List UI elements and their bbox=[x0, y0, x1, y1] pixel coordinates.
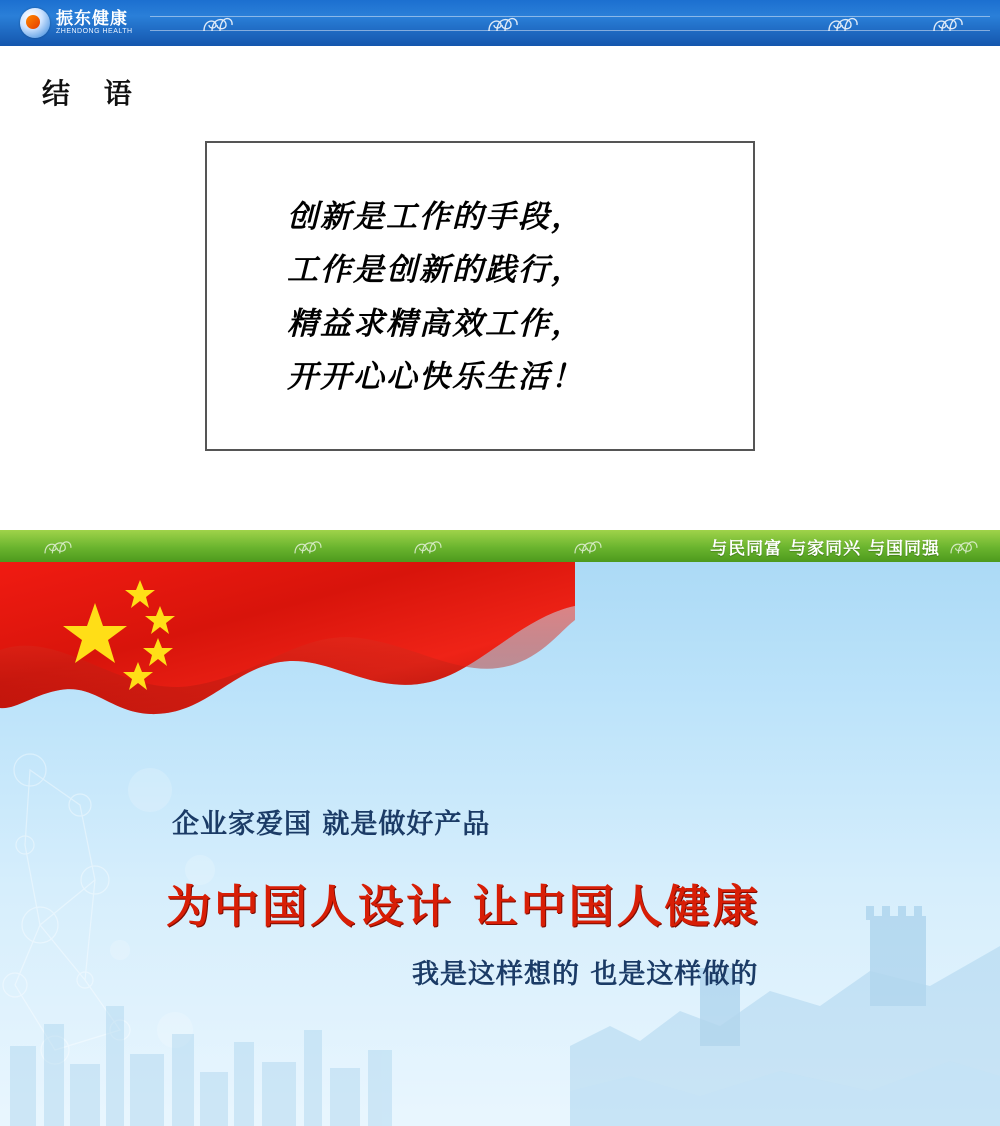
spiral-ornament-icon bbox=[40, 534, 74, 560]
page-title: 结 语 bbox=[42, 77, 144, 110]
spiral-ornament-icon bbox=[200, 10, 234, 36]
spiral-ornament-icon bbox=[825, 10, 859, 36]
quote-line: 创新是工作的手段， bbox=[287, 199, 584, 235]
spiral-ornament-icon bbox=[485, 10, 519, 36]
banner-slogan: 与民同富 与家同兴 与国同强 bbox=[710, 539, 940, 559]
closing-line-main: 为中国人设计 让中国人健康 bbox=[166, 880, 761, 933]
slide-header-banner bbox=[0, 0, 1000, 46]
closing-line-top: 企业家爱国 就是做好产品 bbox=[172, 809, 491, 840]
spiral-ornament-icon bbox=[410, 534, 444, 560]
banner-divider-line bbox=[150, 16, 990, 17]
quote-line: 精益求精高效工作， bbox=[287, 305, 584, 342]
spiral-ornament-icon bbox=[570, 534, 604, 560]
logo-wordmark bbox=[56, 10, 133, 35]
quote-box bbox=[205, 141, 755, 451]
spiral-ornament-icon bbox=[930, 10, 964, 36]
brand-logo bbox=[20, 4, 150, 42]
logo-name-cn: 振东健康 bbox=[56, 9, 128, 29]
closing-line-bottom: 我是这样想的 也是这样做的 bbox=[412, 959, 759, 990]
logo-name-en: ZHENDONG HEALTH bbox=[56, 28, 133, 36]
quote-lines bbox=[207, 191, 753, 404]
closing-text-block bbox=[0, 530, 1000, 1126]
slide-closing bbox=[0, 530, 1000, 1126]
quote-line: 工作是创新的践行， bbox=[287, 252, 584, 289]
quote-line: 开开心心快乐生活！ bbox=[287, 358, 584, 395]
logo-swirl-icon bbox=[20, 8, 50, 38]
spiral-ornament-icon bbox=[946, 534, 980, 560]
slide-green-banner bbox=[0, 530, 1000, 562]
banner-divider-line bbox=[150, 30, 990, 31]
spiral-ornament-icon bbox=[290, 534, 324, 560]
slide-conclusion bbox=[0, 0, 1000, 530]
